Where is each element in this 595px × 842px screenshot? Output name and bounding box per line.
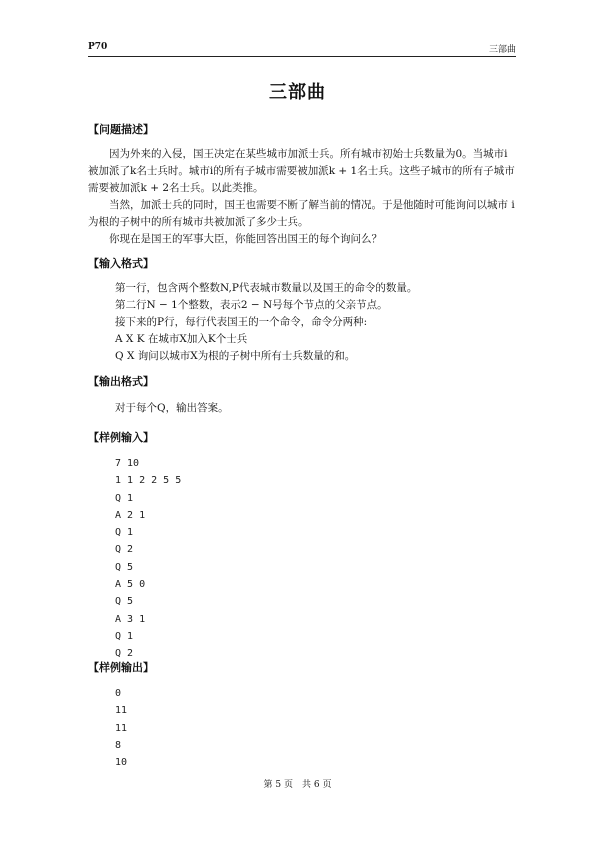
sample-output-line: 11 [115,705,128,717]
problem-paragraph: 你现在是国王的军事大臣，你能回答出国王的每个询问么？ [109,233,382,245]
sample-output-line: 0 [115,688,122,699]
sample-input-line: Q 1 [115,630,134,642]
input-format-line: 第一行，包含两个整数N,P代表城市数量以及国王的命令的数量。 [115,282,418,294]
output-format-body [115,400,229,417]
sample-output-line: 11 [115,722,128,734]
input-format-body [115,280,417,365]
input-format-line: 第二行N − 1个整数，表示2 − N号每个节点的父亲节点。 [115,299,388,311]
sample-input-line: Q 2 [115,648,134,660]
sample-input-line: A 2 1 [115,509,146,521]
sample-input-line: Q 1 [115,492,134,504]
input-format-line: Q X 询问以城市X为根的子树中所有士兵数量的和。 [115,350,356,362]
sample-output-heading: 【样例输出】 [88,661,154,674]
sample-input-block [115,455,181,663]
sample-input-line: 7 10 [115,458,140,469]
sample-output-line: 10 [115,757,128,769]
sample-input-line: Q 5 [115,596,134,608]
output-format-heading: 【输出格式】 [88,375,154,388]
sample-input-line: Q 1 [115,527,134,539]
sample-input-line: Q 5 [115,561,134,573]
problem-paragraph: 当然，加派士兵的同时，国王也需要不断了解当前的情况。于是他随时可能询问以城市 i 为根的子树中的所有城市共被加派了多少士兵。 [88,199,515,228]
sample-input-line: A 5 0 [115,579,146,591]
sample-input-line: A 3 1 [115,613,146,625]
page-title: 三部曲 [269,82,326,103]
problem-paragraph: 因为外来的入侵，国王决定在某些城市加派士兵。所有城市初始士兵数量为0。当城市i被加派了k名士兵时。城市i的所有子城市需要被加派k + 1名士兵。这些子城市的所有子城市需要被加派k + 2名士兵。以此类推。 [88,148,515,194]
header-left-label: P70 [88,42,108,52]
sample-input-line: 1 1 2 2 5 5 [115,475,182,487]
page-header [88,40,516,57]
input-format-line: 接下来的P行，每行代表国王的一个命令，命令分两种: [115,316,368,328]
sample-output-block [115,685,127,771]
header-right-label: 三部曲 [488,45,516,55]
sample-input-heading: 【样例输入】 [88,431,154,444]
sample-input-line: Q 2 [115,544,134,556]
input-format-heading: 【输入格式】 [88,257,154,270]
problem-description [88,146,518,248]
page-footer: 第 5 页 共 6 页 [263,780,332,790]
sample-output-line: 8 [115,739,122,751]
input-format-line: A X K 在城市X加入K个士兵 [115,333,248,345]
problem-description-heading: 【问题描述】 [88,123,154,136]
output-format-line: 对于每个Q，输出答案。 [115,402,229,414]
